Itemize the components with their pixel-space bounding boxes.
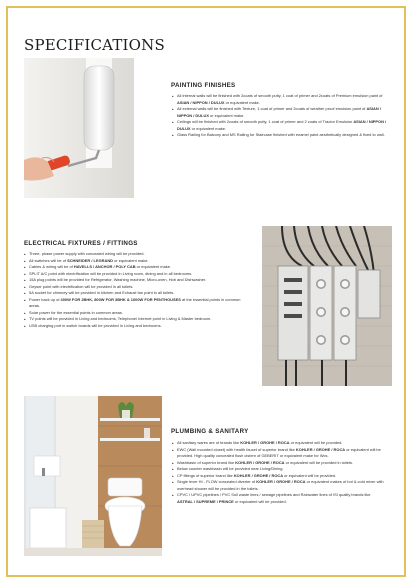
item-text: CP fittings of superior brand like xyxy=(177,472,234,478)
brand-names: KOHLER / GROHE / ROCA xyxy=(235,459,285,465)
item-text: 15A plug points will be provided for Refrigerator, Washing machine, Micro-oven, Hob and Dishwasher. xyxy=(29,277,207,283)
item-text: Ceilings will be finished with 2coats of smooth putty, 1 coat of primer and 2 coats of Tractor Emulsion xyxy=(177,119,354,125)
electrical-list xyxy=(24,251,252,329)
item-text: Three- phase power supply with concealed wiring will be provided. xyxy=(29,251,145,256)
item-text: Geyser point with electrification will be provided in all toilets. xyxy=(29,283,134,289)
item-text: EWC (Wall mounted closet) with health faucet of superior brand like xyxy=(177,446,296,452)
item-text: or equivalent will be provided. xyxy=(233,498,287,504)
item-text: Power back up of xyxy=(29,296,61,302)
plumbing-heading: PLUMBING & SANITARY xyxy=(171,428,249,435)
item-text: TV points will be provided in Living and bedrooms, Telephone/ Internet point in Living & Master bedroom. xyxy=(29,316,212,322)
painting-list xyxy=(172,93,390,139)
item-text: 5A socket for chimney will be provided in kitchen and Exhaust fan point in all toilets. xyxy=(29,290,175,296)
item-text: All external walls will be finished with Texture, 1 coat of primer and 2coats of weather proof emulsion paint of xyxy=(177,106,367,112)
plumbing-list-item xyxy=(172,447,386,460)
item-text: or equivalent make. xyxy=(224,99,260,105)
brand-names: SCHNEIDER / LEGRAND xyxy=(67,257,114,263)
item-text: or equivalent make. xyxy=(190,125,227,131)
brand-names: ASIAN / NIPPON / DULUX xyxy=(177,106,381,118)
electrical-list-item xyxy=(24,323,252,330)
item-text: Single lever HI - FLOW concealed diverter of xyxy=(177,479,257,485)
item-text: or equivalent will be provided. High quality concealed flush cistern of GEBERIT or equivalent make for Wcs. xyxy=(177,446,381,459)
brand-names: 400W FOR 2BHK, 800W FOR 3BHK & 1000W FOR PENTHOUSES xyxy=(60,296,181,302)
page-title: SPECIFICATIONS xyxy=(24,36,165,55)
item-text: Below counter washbasin will be provided near Living/Dining. xyxy=(177,466,284,472)
item-text: SPLIT A/C point with electrification will be provided in Living room, dining and in all bedrooms. xyxy=(29,270,193,276)
item-text: or equivalent make. xyxy=(208,112,245,118)
item-text: All switches will be of xyxy=(29,257,68,263)
brand-names: KOHLER / GROHE / ROCA xyxy=(256,479,306,485)
brand-names: ASIAN / NIPPON / DULUX xyxy=(177,99,225,105)
item-text: CPVC / UPVC pipelines / PVC Soil waste lines / sewage pipelines and Rainwater lines of ISI quality brands like xyxy=(177,492,371,498)
item-text: or equivalent make. xyxy=(135,264,172,270)
brand-names: KOHLER / GROHE / ROCA xyxy=(295,446,346,452)
item-text: Glass Railing for Balcony and MS Railing for Staircase finished with enamel paint aesthetically designed & fixed to wall. xyxy=(177,132,385,138)
item-text: Cables & wiring will be of xyxy=(29,264,74,270)
item-text: at the essential points in common areas. xyxy=(29,296,241,309)
plumbing-list-item xyxy=(172,479,386,492)
brand-names: ASIAN / NIPPON / DULUX xyxy=(177,119,387,131)
painting-heading: PAINTING FINISHES xyxy=(171,82,236,89)
plumbing-list-item xyxy=(172,492,386,505)
electric-meter-panel-image xyxy=(262,226,392,386)
item-text: Solar power for the essential points in common areas. xyxy=(29,309,123,315)
item-text: All sanitary wares are of brands like xyxy=(177,440,241,445)
item-text: or equivalent will be provided. xyxy=(289,440,343,445)
brand-names: KOHLER / GROHE / ROCA xyxy=(233,472,284,478)
electrical-heading: ELECTRICAL FIXTURES / FITTINGS xyxy=(24,240,138,247)
painting-list-item xyxy=(172,132,390,139)
item-text: or equivalent make. xyxy=(113,257,149,263)
painting-list-item xyxy=(172,106,390,119)
item-text: USB charging port in switch boards will be provided in Living and bedrooms. xyxy=(29,322,162,328)
bathroom-toilet-image xyxy=(24,396,162,556)
item-text: or equivalent will be provided. xyxy=(283,472,337,478)
brand-names: HAVELLS / ANCHOR / POLY CAB xyxy=(73,264,136,270)
electrical-list-item xyxy=(24,297,252,310)
item-text: All internal walls will be finished with 2coats of smooth putty, 1 coat of primer and 2coats of Premium emulsion paint of xyxy=(177,93,383,98)
item-text: Washbasin of superior brand like xyxy=(177,459,236,465)
item-text: or equivalent makes of hot & cold mixer with overhead shower will be provided in the toilets. xyxy=(177,479,384,491)
paint-roller-image xyxy=(24,58,134,198)
item-text: or equivalent will be provided in toilets. xyxy=(284,459,354,465)
brand-names: ASTRAL / SUPREME / PRINCE xyxy=(177,498,234,504)
painting-list-item xyxy=(172,93,390,106)
brand-names: KOHLER / GROHE / ROCA xyxy=(240,440,290,445)
painting-list-item xyxy=(172,119,390,132)
plumbing-list xyxy=(172,440,386,505)
